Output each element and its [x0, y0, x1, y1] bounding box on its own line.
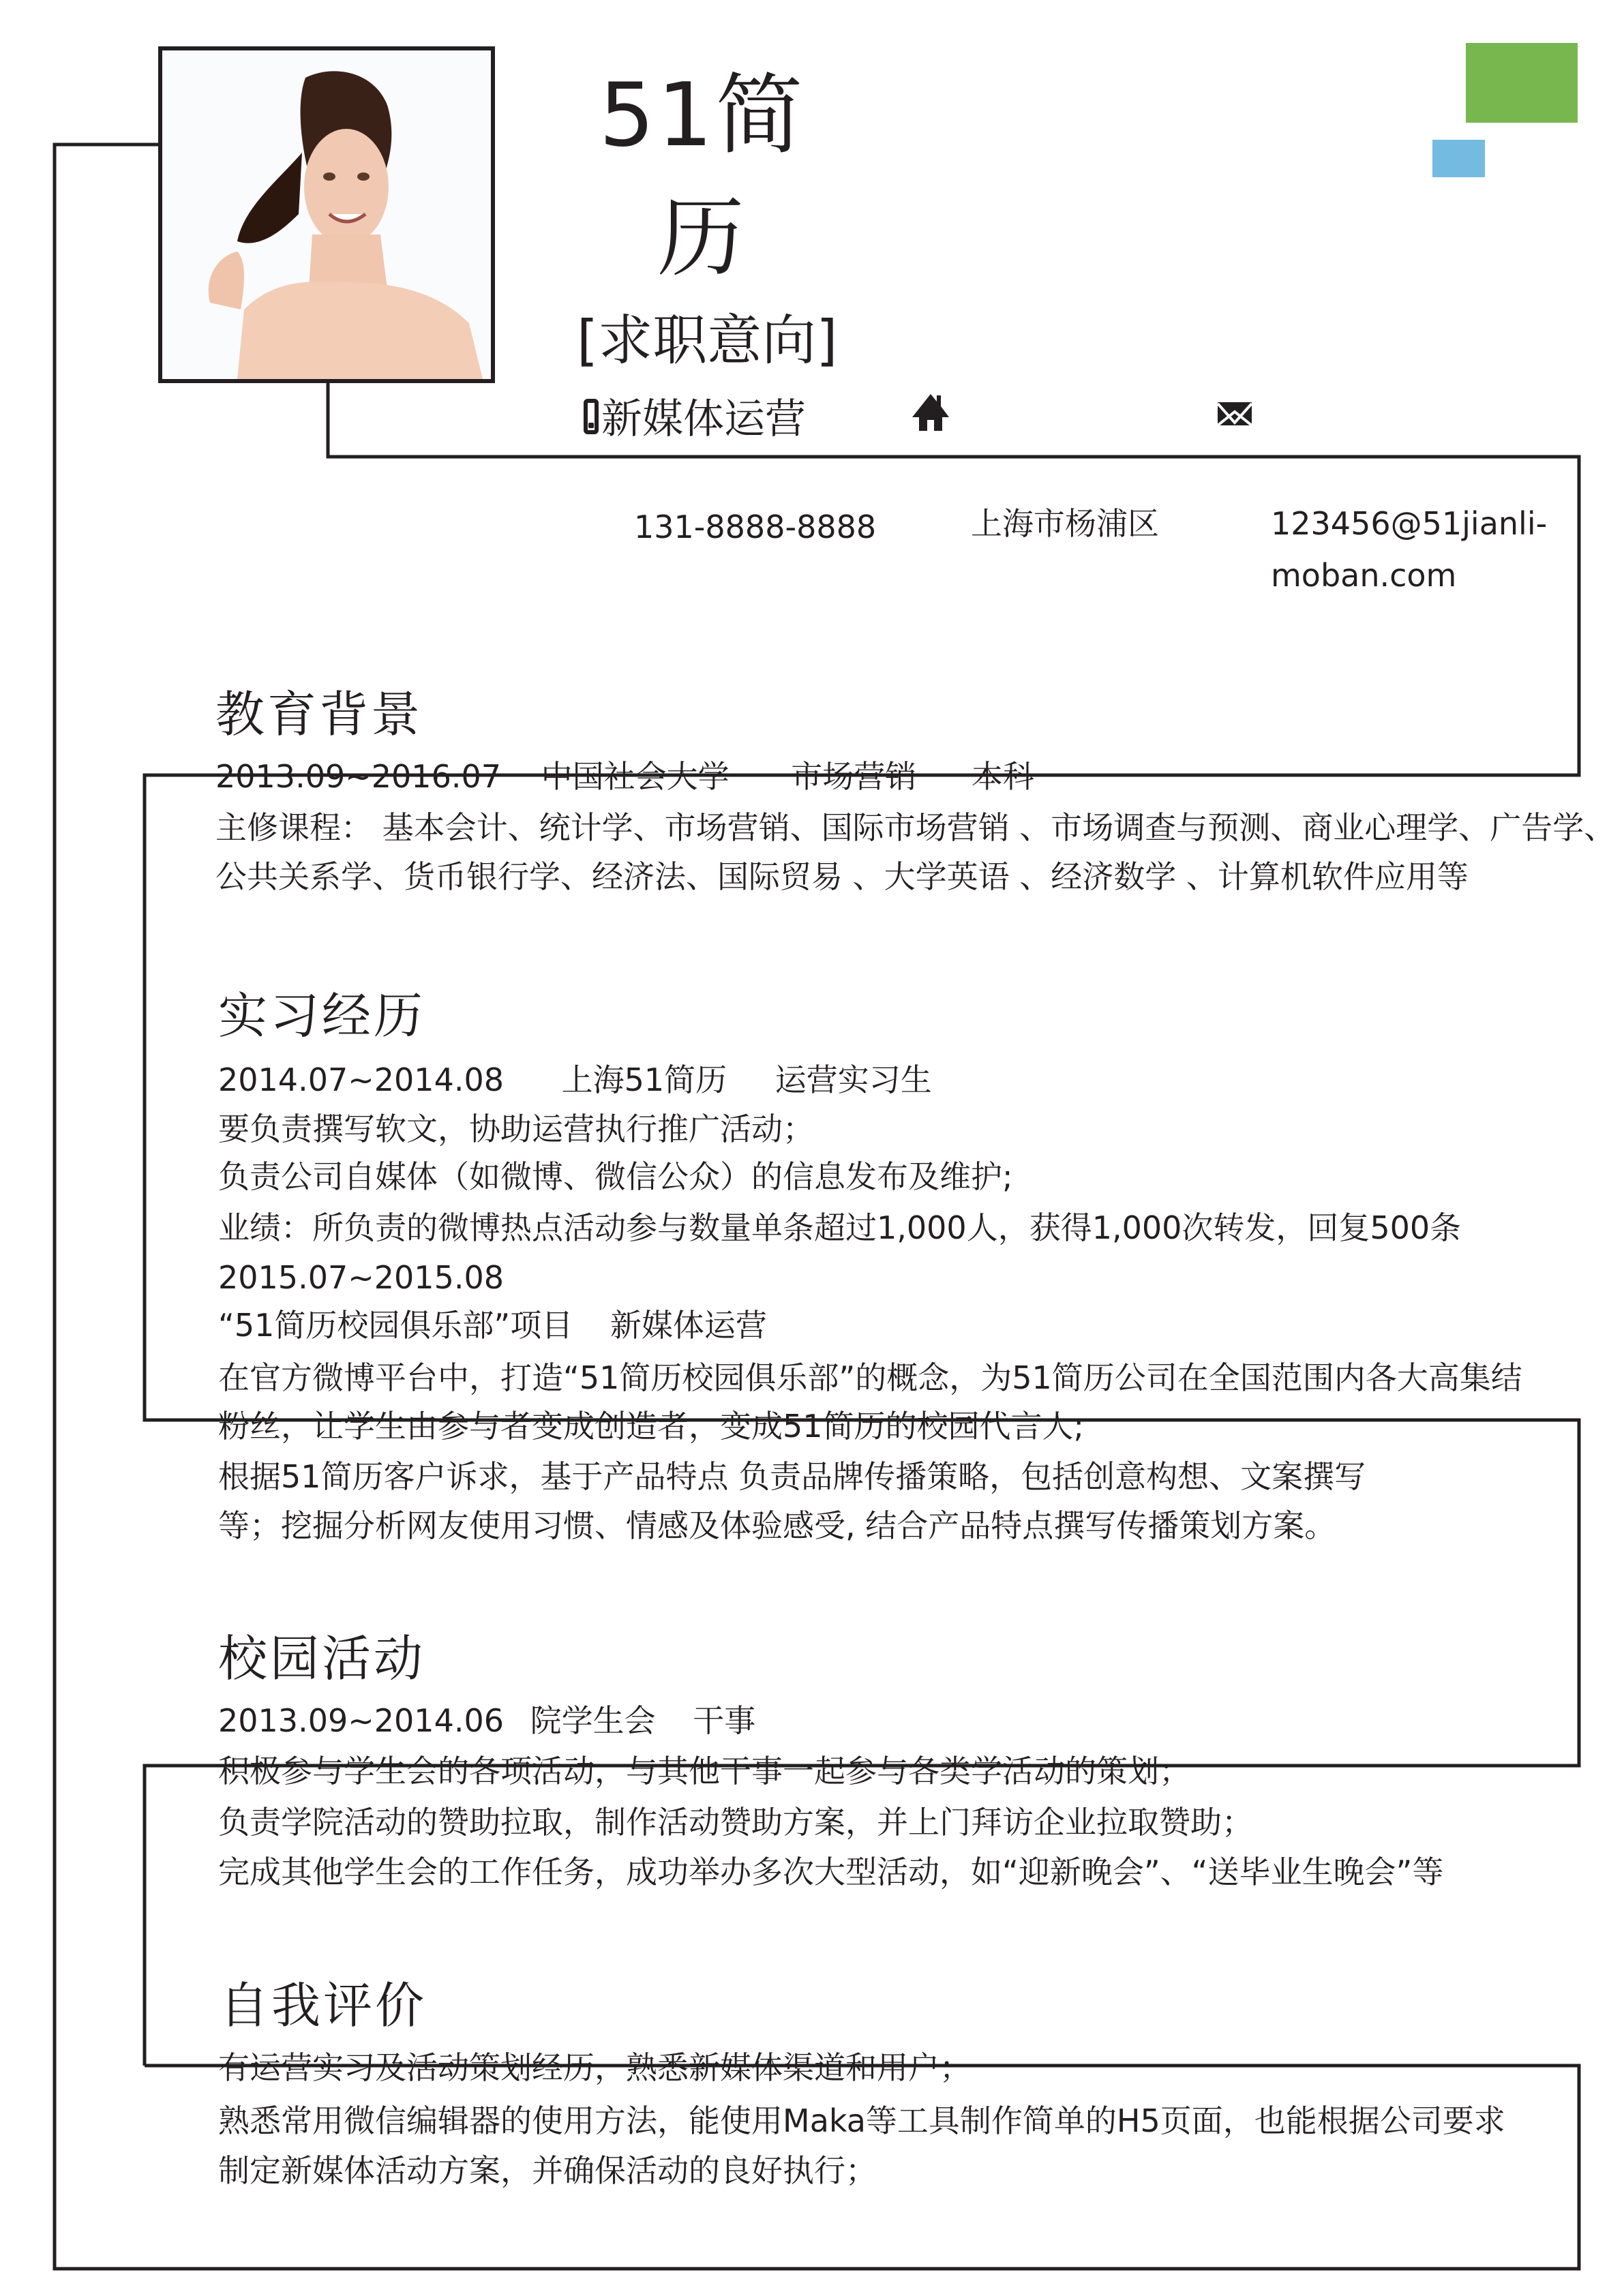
resume-title-line1: 51简 [599, 65, 806, 166]
portrait-illustration [162, 50, 491, 379]
resume-title-line2: 历 [657, 187, 747, 289]
campus-header [218, 1696, 755, 1745]
contact-email-line1: 123456@51jianli- [1271, 505, 1548, 542]
internship-item-1-header [218, 1055, 932, 1104]
section-title-self-eval: 自我评价 [220, 1977, 427, 2034]
internship-item-2-period: 2015.07~2015.08 [218, 1259, 504, 1296]
contact-email[interactable] [1271, 498, 1547, 601]
section-title-campus: 校园活动 [218, 1630, 426, 1687]
internship-item-1-line: 负责公司自媒体（如微博、微信公众）的信息发布及维护; [218, 1158, 1013, 1195]
profile-photo [158, 46, 495, 383]
campus-org: 院学生会 [530, 1702, 656, 1739]
education-major: 市场营销 [791, 758, 917, 795]
self-eval-line: 制定新媒体活动方案，并确保活动的良好执行； [218, 2152, 877, 2189]
internship-project: “51简历校园俱乐部”项目 [218, 1307, 573, 1344]
campus-line: 积极参与学生会的各项活动，与其他干事一起参与各类学活动的策划； [218, 1753, 1190, 1789]
internship-item-2-header [218, 1301, 767, 1350]
job-title-row [584, 392, 806, 447]
education-courses-line1: 主修课程： 基本会计、统计学、市场营销、国际市场营销 、市场调查与预测、商业心理学、广告学、 [215, 809, 1616, 846]
internship-item-2-line: 粉丝，让学生由参与者变成创造者，变成51简历的校园代言人; [218, 1408, 1085, 1445]
self-eval-line: 熟悉常用微信编辑器的使用方法，能使用Maka等工具制作简单的H5页面，也能根据公司要求 [218, 2102, 1505, 2139]
home-icon [911, 393, 950, 431]
internship-role: 新媒体运营 [610, 1307, 767, 1344]
contact-phone: 131-8888-8888 [634, 509, 877, 545]
contact-email-line2: moban.com [1271, 557, 1457, 594]
education-period: 2013.09~2016.07 [215, 758, 501, 795]
section-title-education: 教育背景 [215, 686, 423, 743]
job-intent-label: [求职意向] [577, 309, 838, 372]
phone-icon [584, 399, 599, 434]
campus-line: 负责学院活动的赞助拉取，制作活动赞助方案，并上门拜访企业拉取赞助； [218, 1804, 1253, 1841]
job-title: 新媒体运营 [601, 395, 806, 443]
section-title-internship: 实习经历 [218, 987, 426, 1044]
campus-line: 完成其他学生会的工作任务，成功举办多次大型活动，如“迎新晚会”、“送毕业生晚会”等 [218, 1854, 1444, 1890]
education-school: 中国社会大学 [541, 758, 730, 795]
self-eval-line: 有运营实习及活动策划经历，熟悉新媒体渠道和用户； [218, 2049, 971, 2086]
internship-item-2-line: 在官方微博平台中，打造“51简历校园俱乐部”的概念，为51简历公司在全国范围内各大高集结 [218, 1359, 1522, 1396]
internship-item-2-line: 根据51简历客户诉求，基于产品特点 负责品牌传播策略，包括创意构想、文案撰写 [218, 1458, 1366, 1495]
mail-icon [1218, 402, 1252, 425]
decor-blue-square [1432, 140, 1485, 177]
campus-role: 干事 [693, 1702, 756, 1739]
internship-item-1-line: 业绩：所负责的微博热点活动参与数量单条超过1,000人，获得1,000次转发，回复500条 [218, 1209, 1462, 1246]
internship-company: 上海51简历 [561, 1061, 727, 1098]
internship-item-2-line: 等；挖掘分析网友使用习惯、情感及体验感受, 结合产品特点撰写传播策划方案。 [218, 1507, 1336, 1544]
decor-green-square [1466, 43, 1578, 123]
education-summary [215, 752, 1034, 801]
campus-period: 2013.09~2014.06 [218, 1702, 504, 1739]
education-courses-line2: 公共关系学、货币银行学、经济法、国际贸易 、大学英语 、经济数学 、计算机软件应用等 [215, 858, 1469, 895]
education-degree: 本科 [971, 758, 1034, 795]
internship-role: 运营实习生 [775, 1061, 932, 1098]
contact-address: 上海市杨浦区 [971, 505, 1159, 542]
internship-period: 2014.07~2014.08 [218, 1061, 504, 1098]
internship-item-1-line: 要负责撰写软文，协助运营执行推广活动； [218, 1111, 814, 1147]
resume-title [586, 55, 818, 300]
